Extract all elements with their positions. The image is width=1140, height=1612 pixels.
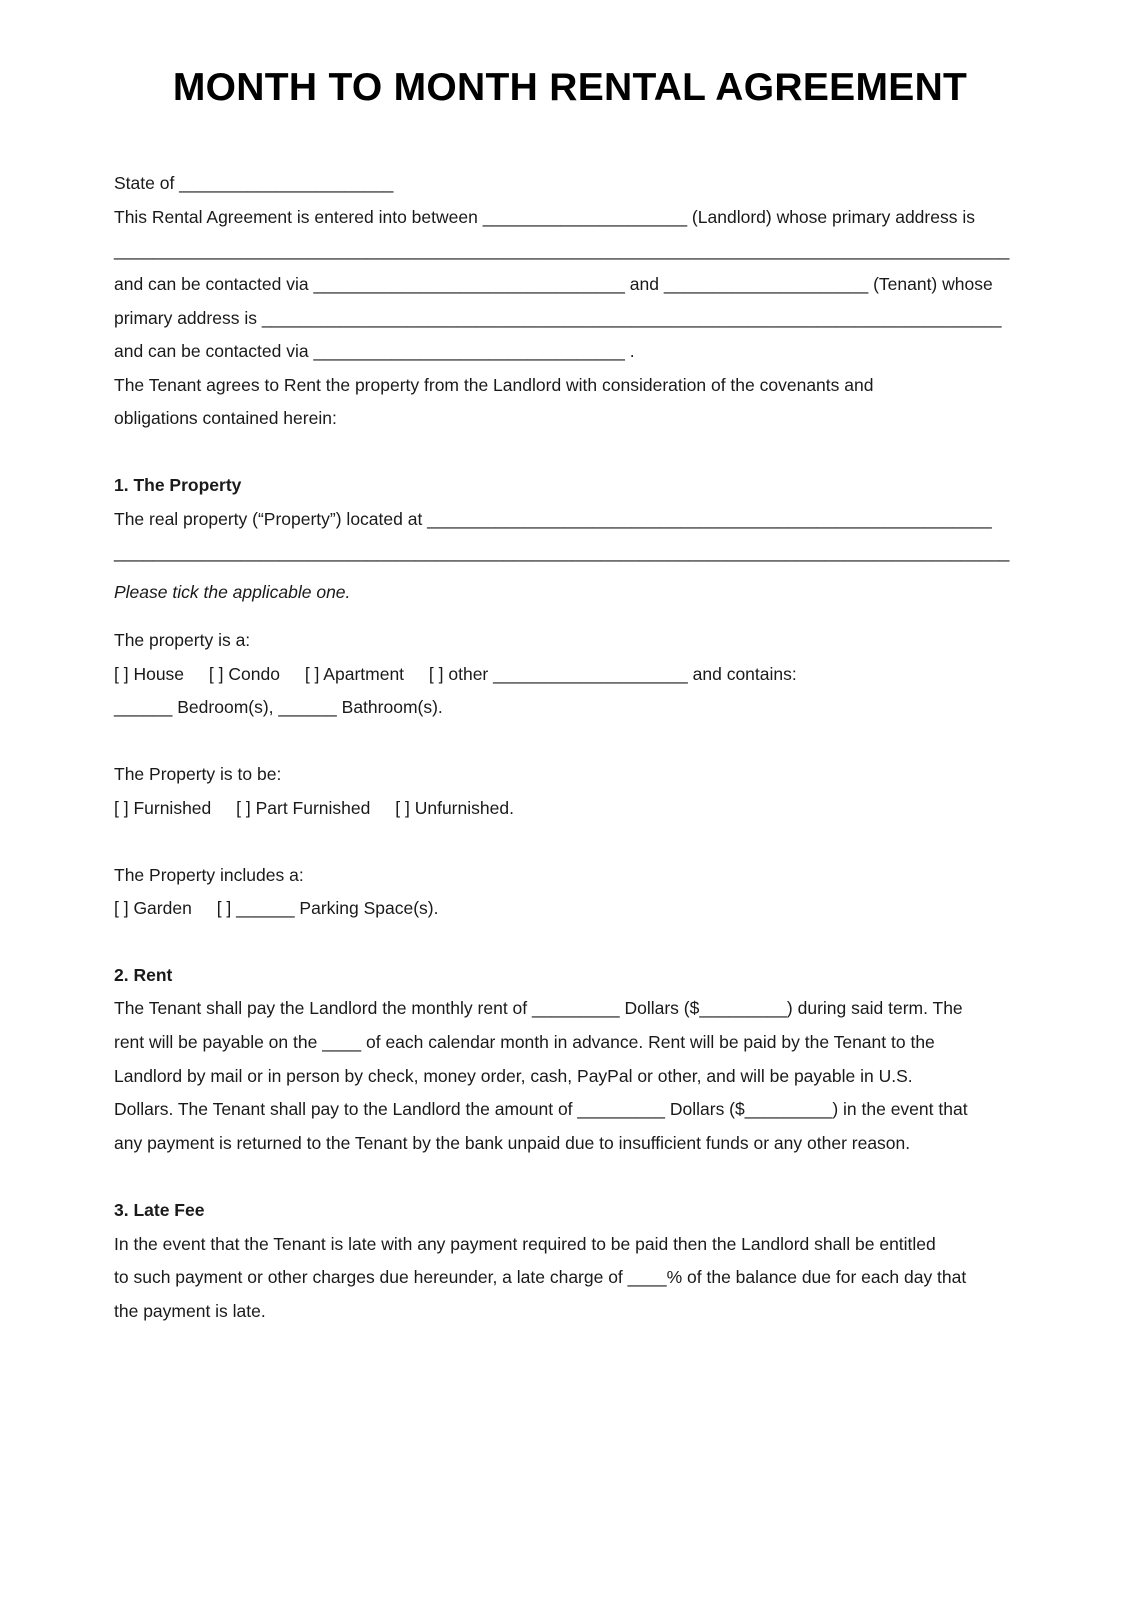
includes-options bbox=[114, 897, 439, 919]
tenant-contact-line: and can be contacted via ________________________________ . bbox=[114, 341, 635, 361]
late-fee-text: In the event that the Tenant is late with any payment required to be paid then the Landlord shall be entitled bbox=[114, 1234, 936, 1254]
rent-text: Dollars. The Tenant shall pay to the Landlord the amount of _________ Dollars ($_________) in the event that bbox=[114, 1099, 968, 1119]
rent-text: rent will be payable on the ____ of each calendar month in advance. Rent will be paid by the Tenant to the bbox=[114, 1032, 935, 1052]
rent-text: any payment is returned to the Tenant by the bank unpaid due to insufficient funds or any other reason. bbox=[114, 1133, 911, 1153]
rent-text: The Tenant shall pay the Landlord the monthly rent of _________ Dollars ($_________) during said term. The bbox=[114, 998, 963, 1018]
contact-tenant-line: and can be contacted via ________________________________ and _____________________ (Tenant) whose bbox=[114, 274, 993, 294]
checkbox-condo[interactable]: [ ] Condo bbox=[208, 664, 280, 684]
checkbox-furnished[interactable]: [ ] Furnished bbox=[114, 798, 212, 818]
section-heading: 1. The Property bbox=[114, 475, 242, 495]
late-fee-text: the payment is late. bbox=[114, 1301, 266, 1321]
section-heading: 2. Rent bbox=[114, 965, 173, 985]
checkbox-unfurnished[interactable]: [ ] Unfurnished. bbox=[395, 798, 514, 818]
checkbox-garden[interactable]: [ ] Garden bbox=[114, 898, 192, 918]
checkbox-apartment[interactable]: [ ] Apartment bbox=[304, 664, 405, 684]
checkbox-part-furnished[interactable]: [ ] Part Furnished bbox=[236, 798, 371, 818]
late-fee-text: to such payment or other charges due hereunder, a late charge of ____% of the balance due for each day that bbox=[114, 1267, 967, 1287]
rooms-line: ______ Bedroom(s), ______ Bathroom(s). bbox=[114, 697, 443, 717]
property-location-blank: ____________________________________________________________________________________________ bbox=[114, 542, 1010, 562]
section-heading: 3. Late Fee bbox=[114, 1200, 205, 1220]
checkbox-parking[interactable]: [ ] ______ Parking Space(s). bbox=[216, 898, 439, 918]
document-title: MONTH TO MONTH RENTAL AGREEMENT bbox=[172, 66, 968, 109]
instruction-text: Please tick the applicable one. bbox=[114, 582, 351, 602]
state-field-line: State of ______________________ bbox=[114, 173, 394, 193]
property-type-options bbox=[114, 663, 797, 685]
furnish-label: The Property is to be: bbox=[114, 764, 282, 784]
checkbox-other[interactable]: [ ] other ____________________ and contains: bbox=[428, 664, 797, 684]
property-location-line: The real property (“Property”) located at __________________________________________________________ bbox=[114, 509, 992, 529]
includes-label: The Property includes a: bbox=[114, 865, 304, 885]
furnish-options bbox=[114, 797, 514, 819]
landlord-address-blank: ____________________________________________________________________________________________ bbox=[114, 240, 1010, 260]
property-type-label: The property is a: bbox=[114, 630, 251, 650]
agreement-text: The Tenant agrees to Rent the property from the Landlord with consideration of the covenants and bbox=[114, 375, 874, 395]
tenant-address-line: primary address is ____________________________________________________________________________ bbox=[114, 308, 1002, 328]
checkbox-house[interactable]: [ ] House bbox=[114, 664, 185, 684]
rent-text: Landlord by mail or in person by check, money order, cash, PayPal or other, and will be payable in U.S. bbox=[114, 1066, 913, 1086]
agreement-text-cont: obligations contained herein: bbox=[114, 408, 337, 428]
landlord-line: This Rental Agreement is entered into between _____________________ (Landlord) whose primary address is bbox=[114, 207, 975, 227]
